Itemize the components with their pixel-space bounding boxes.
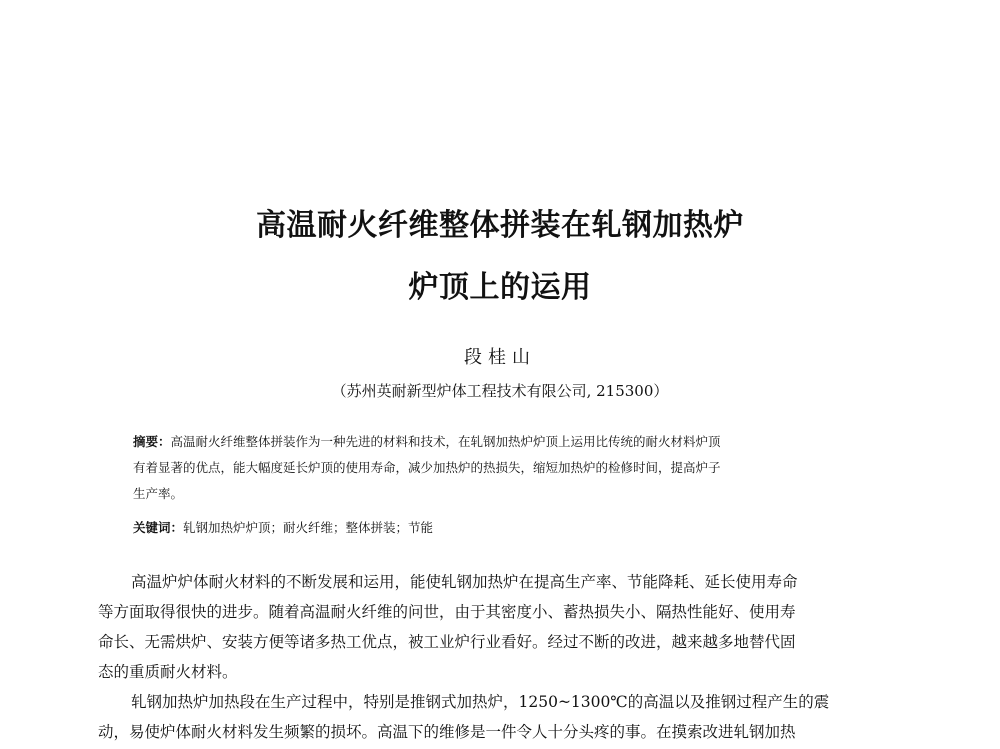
keywords xyxy=(133,515,873,541)
body-line: 轧钢加热炉加热段在生产过程中，特别是推钢式加热炉，1250~1300℃的高温以及推钢过程产生的震 xyxy=(131,693,830,711)
keywords-text: 轧钢加热炉炉顶；耐火纤维；整体拼装；节能 xyxy=(183,520,434,535)
paper-title-line-2: 炉顶上的运用 xyxy=(408,270,592,305)
paper-title-line-1: 高温耐火纤维整体拼装在轧钢加热炉 xyxy=(256,208,744,243)
body-line: 命长、无需烘炉、安装方便等诸多热工优点，被工业炉行业看好。经过不断的改进，越来越多地替代固 xyxy=(98,633,796,651)
keywords-label: 关键词： xyxy=(133,520,184,535)
abstract-line: 有着显著的优点，能大幅度延长炉顶的使用寿命，减少加热炉的热损失，缩短加热炉的检修时间，提高炉子 xyxy=(133,460,721,475)
abstract-line: 生产率。 xyxy=(133,486,184,501)
abstract xyxy=(133,429,873,507)
body-line: 等方面取得很快的进步。随着高温耐火纤维的问世，由于其密度小、蓄热损失小、隔热性能好、使用寿 xyxy=(98,603,796,621)
body-line: 动，易使炉体耐火材料发生频繁的损坏。高温下的维修是一件令人十分头疼的事。在摸索改进轧钢加热 xyxy=(98,723,796,741)
author-affiliation: （苏州英耐新型炉体工程技术有限公司, 215300） xyxy=(331,382,669,400)
body-line: 高温炉炉体耐火材料的不断发展和运用，能使轧钢加热炉在提高生产率、节能降耗、延长使用寿命 xyxy=(131,573,798,591)
abstract-line xyxy=(133,429,873,455)
body-text xyxy=(98,567,890,747)
keywords-line xyxy=(133,515,873,541)
body-line: 态的重质耐火材料。 xyxy=(98,663,238,681)
author-name: 段桂山 xyxy=(464,347,536,368)
abstract-text: 高温耐火纤维整体拼装作为一种先进的材料和技术，在轧钢加热炉炉顶上运用比传统的耐火材料炉顶 xyxy=(170,434,721,449)
abstract-label: 摘要： xyxy=(133,434,171,449)
